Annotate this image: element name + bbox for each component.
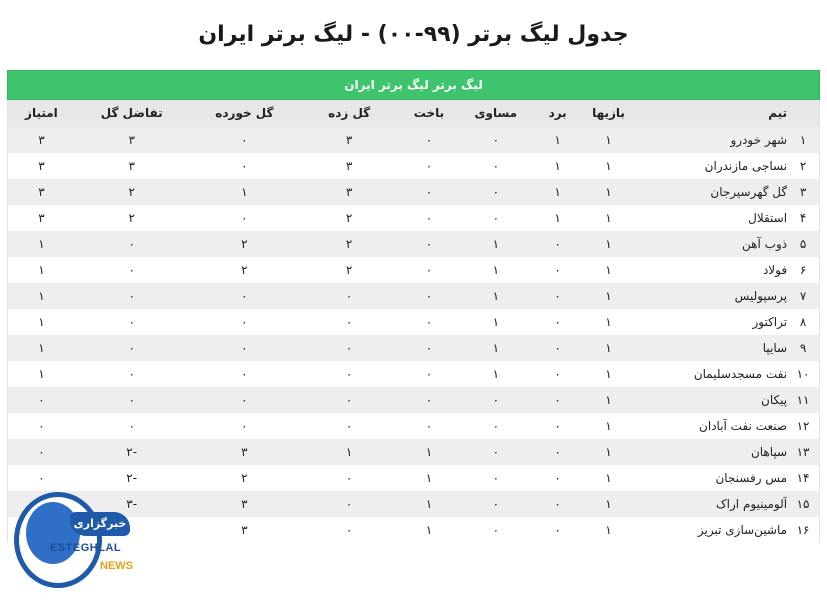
goal-difference-cell: ۰ <box>128 393 135 407</box>
rank-cell: ۲ <box>799 159 807 173</box>
team-cell: پرسپولیس <box>734 289 788 303</box>
points-cell: ۳ <box>38 133 45 147</box>
goals-for-cell: ۲ <box>345 237 353 251</box>
played-cell: ۱ <box>605 523 612 537</box>
table-header-row <box>7 100 820 127</box>
points-cell: ۳ <box>38 159 45 173</box>
header-goal-difference: تفاضل گل <box>100 106 163 120</box>
points-cell: ۱ <box>38 315 45 329</box>
played-cell: ۱ <box>605 393 612 407</box>
points-cell: ۰ <box>38 419 45 433</box>
goals-against-cell: ۳ <box>241 445 248 459</box>
team-cell: ذوب آهن <box>742 237 788 251</box>
goal-difference-cell: -۳ <box>126 497 138 511</box>
rank-cell: ۷ <box>799 289 807 303</box>
goal-difference-cell: ۰ <box>128 419 135 433</box>
played-cell: ۱ <box>605 419 612 433</box>
drawn-cell: ۱ <box>492 315 500 329</box>
table-row <box>7 465 820 491</box>
played-cell: ۱ <box>605 315 612 329</box>
esteghlal-news-logo <box>14 492 136 590</box>
logo-globe-icon <box>26 502 80 564</box>
goals-against-cell: ۳ <box>241 497 248 511</box>
drawn-cell: ۱ <box>492 263 500 277</box>
goals-against-cell: ۳ <box>241 523 248 537</box>
standings-table <box>7 70 820 543</box>
team-cell: پیکان <box>761 393 788 407</box>
league-banner: لیگ برتر لیگ برتر ایران <box>7 70 820 100</box>
goals-for-cell: ۰ <box>345 497 353 511</box>
team-cell: سپاهان <box>750 445 788 459</box>
drawn-cell: ۰ <box>492 419 500 433</box>
logo-brand-text: ESTEGHLAL <box>50 542 122 554</box>
table-row <box>7 335 820 361</box>
played-cell: ۱ <box>605 471 612 485</box>
won-cell: ۰ <box>554 367 561 381</box>
goals-for-cell: ۲ <box>345 211 353 225</box>
goals-against-cell: ۰ <box>241 341 248 355</box>
rank-cell: ۵ <box>799 237 807 251</box>
rank-cell: ۱ <box>799 133 807 147</box>
goals-for-cell: ۰ <box>345 341 353 355</box>
drawn-cell: ۰ <box>492 445 500 459</box>
won-cell: ۱ <box>554 159 561 173</box>
team-cell: فولاد <box>762 263 788 277</box>
drawn-cell: ۰ <box>492 211 500 225</box>
won-cell: ۰ <box>554 263 561 277</box>
won-cell: ۰ <box>554 471 561 485</box>
team-cell: سایپا <box>762 341 788 355</box>
goals-for-cell: ۰ <box>345 419 353 433</box>
lost-cell: ۰ <box>425 315 433 329</box>
points-cell: ۰ <box>38 393 45 407</box>
goal-difference-cell: ۳ <box>128 159 135 173</box>
goals-for-cell: ۱ <box>345 445 353 459</box>
goals-against-cell: ۰ <box>241 159 248 173</box>
won-cell: ۰ <box>554 523 561 537</box>
goals-against-cell: ۱ <box>241 185 248 199</box>
lost-cell: ۰ <box>425 289 433 303</box>
lost-cell: ۱ <box>425 497 433 511</box>
won-cell: ۰ <box>554 315 561 329</box>
points-cell: ۱ <box>38 263 45 277</box>
table-row <box>7 153 820 179</box>
table-row <box>7 361 820 387</box>
played-cell: ۱ <box>605 237 612 251</box>
table-row <box>7 231 820 257</box>
rank-cell: ۶ <box>799 263 807 277</box>
goal-difference-cell: ۰ <box>128 315 135 329</box>
goals-against-cell: ۰ <box>241 367 248 381</box>
goals-against-cell: ۲ <box>241 471 248 485</box>
rank-cell: ۱۳ <box>796 445 810 459</box>
table-row <box>7 309 820 335</box>
goals-for-cell: ۰ <box>345 367 353 381</box>
lost-cell: ۰ <box>425 159 433 173</box>
rank-cell: ۱۴ <box>796 471 810 485</box>
points-cell: ۰ <box>38 445 45 459</box>
goal-difference-cell: ۰ <box>128 367 135 381</box>
drawn-cell: ۰ <box>492 497 500 511</box>
goal-difference-cell: ۰ <box>128 341 135 355</box>
points-cell: ۰ <box>38 471 45 485</box>
goal-difference-cell: -۲ <box>126 471 138 485</box>
played-cell: ۱ <box>605 341 612 355</box>
rank-cell: ۹ <box>799 341 807 355</box>
drawn-cell: ۰ <box>492 393 500 407</box>
team-cell: نفت مسجدسلیمان <box>693 367 788 381</box>
lost-cell: ۱ <box>425 471 433 485</box>
goals-for-cell: ۰ <box>345 523 353 537</box>
lost-cell: ۰ <box>425 367 433 381</box>
goal-difference-cell: ۰ <box>128 289 135 303</box>
page-title: جدول لیگ برتر (۹۹-۰۰) - لیگ برتر ایران <box>198 22 629 47</box>
won-cell: ۰ <box>554 237 561 251</box>
header-goals-for: گل زده <box>328 106 371 120</box>
won-cell: ۰ <box>554 445 561 459</box>
lost-cell: ۰ <box>425 185 433 199</box>
header-won: برد <box>548 106 567 120</box>
drawn-cell: ۰ <box>492 523 500 537</box>
drawn-cell: ۱ <box>492 289 500 303</box>
team-cell: گل گهرسیرجان <box>710 185 788 199</box>
table-row <box>7 413 820 439</box>
won-cell: ۱ <box>554 211 561 225</box>
logo-news-text: NEWS <box>100 560 133 572</box>
goal-difference-cell: ۳ <box>128 133 135 147</box>
goals-against-cell: ۲ <box>241 237 248 251</box>
header-drawn: مساوی <box>474 106 518 120</box>
goal-difference-cell: -۲ <box>126 445 138 459</box>
drawn-cell: ۰ <box>492 185 500 199</box>
played-cell: ۱ <box>605 133 612 147</box>
table-body <box>7 127 820 543</box>
won-cell: ۰ <box>554 497 561 511</box>
goal-difference-cell: ۰ <box>128 263 135 277</box>
goals-against-cell: ۰ <box>241 133 248 147</box>
team-cell: تراکتور <box>752 315 788 329</box>
goals-for-cell: ۳ <box>345 133 353 147</box>
team-cell: ماشین‌سازی تبریز <box>697 523 788 537</box>
goals-for-cell: ۰ <box>345 315 353 329</box>
won-cell: ۱ <box>554 185 561 199</box>
lost-cell: ۱ <box>425 523 433 537</box>
table-row <box>7 387 820 413</box>
rank-cell: ۱۰ <box>796 367 810 381</box>
goals-for-cell: ۲ <box>345 263 353 277</box>
goals-for-cell: ۳ <box>345 159 353 173</box>
goals-against-cell: ۰ <box>241 393 248 407</box>
goals-for-cell: ۳ <box>345 185 353 199</box>
header-team: تیم <box>768 106 788 120</box>
goal-difference-cell: ۰ <box>128 237 135 251</box>
header-played: بازیها <box>592 106 625 120</box>
lost-cell: ۰ <box>425 393 433 407</box>
points-cell: ۱ <box>38 289 45 303</box>
goals-for-cell: ۰ <box>345 289 353 303</box>
goals-for-cell: ۰ <box>345 471 353 485</box>
lost-cell: ۰ <box>425 341 433 355</box>
lost-cell: ۰ <box>425 237 433 251</box>
goals-for-cell: ۰ <box>345 393 353 407</box>
table-row <box>7 205 820 231</box>
played-cell: ۱ <box>605 445 612 459</box>
played-cell: ۱ <box>605 263 612 277</box>
points-cell: ۳ <box>38 211 45 225</box>
goals-against-cell: ۲ <box>241 263 248 277</box>
team-cell: نساجی مازندران <box>704 159 788 173</box>
header-lost: باخت <box>413 106 445 120</box>
table-row <box>7 257 820 283</box>
drawn-cell: ۰ <box>492 133 500 147</box>
rank-cell: ۸ <box>799 315 807 329</box>
played-cell: ۱ <box>605 367 612 381</box>
drawn-cell: ۱ <box>492 367 500 381</box>
header-goals-against: گل خورده <box>215 106 274 120</box>
points-cell: ۱ <box>38 341 45 355</box>
played-cell: ۱ <box>605 185 612 199</box>
rank-cell: ۴ <box>799 211 807 225</box>
rank-cell: ۱۶ <box>796 523 810 537</box>
table-row <box>7 439 820 465</box>
goal-difference-cell: ۲ <box>128 185 135 199</box>
header-rank <box>787 100 819 127</box>
team-cell: مس رفسنجان <box>715 471 788 485</box>
won-cell: ۰ <box>554 419 561 433</box>
goals-against-cell: ۰ <box>241 419 248 433</box>
goals-against-cell: ۰ <box>241 315 248 329</box>
lost-cell: ۰ <box>425 263 433 277</box>
header-points: امتیاز <box>25 106 58 120</box>
lost-cell: ۰ <box>425 133 433 147</box>
points-cell: ۱ <box>38 237 45 251</box>
team-cell: صنعت نفت آبادان <box>699 419 788 433</box>
team-cell: آلومینیوم اراک <box>715 497 788 511</box>
lost-cell: ۱ <box>425 445 433 459</box>
drawn-cell: ۱ <box>492 237 500 251</box>
points-cell: ۱ <box>38 367 45 381</box>
won-cell: ۰ <box>554 289 561 303</box>
lost-cell: ۰ <box>425 419 433 433</box>
drawn-cell: ۰ <box>492 159 500 173</box>
rank-cell: ۱۲ <box>796 419 810 433</box>
played-cell: ۱ <box>605 159 612 173</box>
logo-ribbon: خبرگزاری <box>70 512 130 536</box>
played-cell: ۱ <box>605 289 612 303</box>
lost-cell: ۰ <box>425 211 433 225</box>
goals-against-cell: ۰ <box>241 211 248 225</box>
drawn-cell: ۱ <box>492 341 500 355</box>
played-cell: ۱ <box>605 211 612 225</box>
table-row <box>7 179 820 205</box>
rank-cell: ۳ <box>799 185 807 199</box>
played-cell: ۱ <box>605 497 612 511</box>
rank-cell: ۱۵ <box>796 497 810 511</box>
won-cell: ۰ <box>554 393 561 407</box>
rank-cell: ۱۱ <box>796 393 810 407</box>
goal-difference-cell: ۲ <box>128 211 135 225</box>
table-row <box>7 283 820 309</box>
won-cell: ۱ <box>554 133 561 147</box>
drawn-cell: ۰ <box>492 471 500 485</box>
team-cell: شهر خودرو <box>730 133 788 147</box>
points-cell: ۳ <box>38 185 45 199</box>
team-cell: استقلال <box>748 211 788 225</box>
goals-against-cell: ۰ <box>241 289 248 303</box>
table-row <box>7 127 820 153</box>
won-cell: ۰ <box>554 341 561 355</box>
